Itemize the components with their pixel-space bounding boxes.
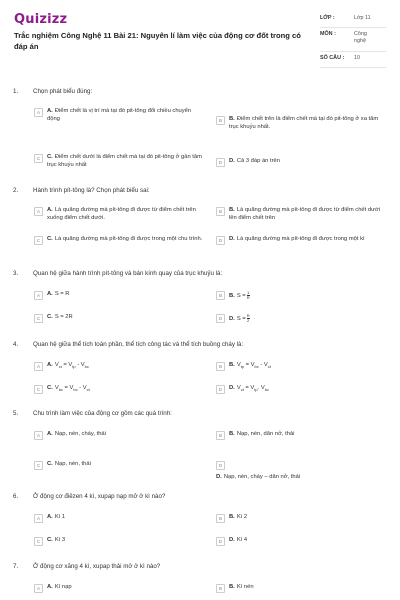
option-d[interactable] (216, 314, 386, 324)
option-label: B. (229, 584, 235, 590)
option-label: B. (229, 362, 235, 368)
option-label: B. (229, 207, 235, 213)
formula-sub2: bc (254, 364, 259, 370)
option-text: S = 2R (54, 314, 73, 320)
meta-value: 10 (354, 55, 360, 61)
question-text: Hành trình pít-tông là? Chọn phát biểu sai: (33, 187, 150, 194)
formula-v2: = V (244, 362, 255, 368)
option-a[interactable] (34, 291, 204, 300)
question-heading (13, 563, 160, 570)
option-text: Kì 1 (54, 514, 66, 520)
formula-v2: = V (62, 385, 74, 391)
option-b[interactable] (216, 362, 386, 371)
option-label: A. (47, 108, 53, 114)
option-box[interactable]: A (34, 362, 43, 371)
option-text: Nạp, nén, cháy, thải (54, 431, 106, 437)
formula-v1: V (236, 362, 241, 368)
meta-value: Lớp 11 (354, 15, 371, 21)
option-box[interactable]: C (34, 385, 43, 394)
fraction-denominator: 2 (247, 318, 250, 323)
option-box[interactable]: D (216, 461, 225, 470)
option-label: C. (47, 154, 53, 160)
option-d[interactable] (216, 158, 388, 167)
option-box[interactable]: D (216, 385, 225, 394)
option-a[interactable] (34, 362, 204, 371)
question-number: 2. (13, 187, 19, 194)
option-box[interactable]: C (34, 314, 43, 323)
formula-sub3: bc (264, 387, 269, 393)
option-box[interactable]: D (216, 314, 225, 323)
option-label: D. (229, 316, 235, 323)
question-heading (13, 187, 150, 194)
option-text: Kì nạp (54, 584, 72, 590)
question-text: Ở động cơ điêzen 4 kì, xupap nạp mở ở kì nào? (33, 493, 166, 500)
formula-v3: . V (257, 385, 265, 391)
option-text: Cả 3 đáp án trên (236, 158, 280, 164)
option-box[interactable]: B (216, 514, 225, 523)
option-label: C. (47, 236, 53, 242)
option-text: Là quãng đường mà pít-tông đi được trong một chu trình. (54, 236, 203, 242)
formula-v1: V (236, 385, 241, 391)
option-label: C. (47, 537, 53, 543)
question-text: Chọn phát biểu đúng: (33, 88, 93, 95)
formula-v1: V (54, 362, 59, 368)
option-b[interactable] (216, 584, 386, 593)
formula-v1: V (54, 385, 59, 391)
formula-sub3: bc (84, 364, 89, 370)
formula-sub2: bc (73, 387, 78, 393)
option-label: C. (47, 314, 53, 320)
meta-value: Công nghệ (354, 31, 367, 44)
option-b[interactable] (216, 514, 386, 523)
question-number: 6. (13, 493, 19, 500)
option-box[interactable]: D (216, 236, 225, 245)
option-text: Kì 2 (236, 514, 248, 520)
formula-sub3: ct (267, 364, 271, 370)
option-text: Là quãng đường mà pít-tông đi được trong một kì (236, 236, 365, 242)
option-a[interactable] (34, 207, 210, 222)
option-label: A. (47, 514, 53, 520)
option-box[interactable]: A (34, 291, 43, 300)
option-label: A. (47, 291, 53, 297)
option-a[interactable] (34, 584, 204, 593)
question-text: Quan hệ giữa thể tích toàn phần, thể tích công tác và thể tích buồng cháy là: (33, 341, 244, 348)
question-heading (13, 493, 165, 500)
option-text: Kì 4 (236, 537, 248, 543)
option-b[interactable] (216, 116, 388, 131)
option-text: Là quãng đường mà pít-tông đi được từ điểm chết trên xuống điểm chết dưới. (47, 207, 196, 221)
option-label: C. (47, 385, 53, 391)
meta-key: LỚP : (320, 15, 335, 21)
fraction (247, 291, 250, 300)
option-d[interactable] (216, 385, 386, 394)
option-b[interactable] (216, 291, 386, 301)
fraction-denominator: R (246, 295, 250, 300)
meta-row-class (320, 12, 386, 28)
option-c[interactable] (34, 461, 204, 470)
option-label: D. (229, 158, 235, 164)
option-box[interactable]: C (34, 154, 43, 163)
question-number: 3. (13, 270, 19, 277)
option-text: Điểm chết dưới là điểm chết mà tại đó pit-tông ở gần tâm trục khuỷu nhất (47, 154, 202, 168)
option-d[interactable] (216, 537, 386, 546)
option-d[interactable] (216, 461, 386, 482)
formula-v2: = V (61, 362, 73, 368)
meta-row-subject (320, 28, 386, 52)
formula-sub3: ct (86, 387, 90, 393)
option-box[interactable]: C (34, 461, 43, 470)
option-box[interactable]: A (34, 207, 43, 216)
option-a[interactable] (34, 514, 204, 523)
question-number: 1. (13, 88, 19, 95)
option-label: D. (229, 537, 235, 543)
option-box[interactable]: B (216, 431, 225, 440)
question-heading (13, 88, 92, 95)
question-text: Ở động cơ xăng 4 kì, xupap thải mở ở kì nào? (33, 563, 161, 570)
option-text: Nạp, nén, dãn nở, thải (236, 431, 295, 437)
option-text: S = R (54, 291, 70, 297)
option-d[interactable] (216, 236, 388, 245)
question-number: 5. (13, 410, 19, 417)
option-text: S = (236, 293, 246, 300)
option-label: A. (47, 207, 53, 213)
option-box[interactable]: A (34, 584, 43, 593)
option-text: Kì nén (236, 584, 254, 590)
fraction (247, 314, 250, 323)
question-heading (13, 341, 243, 348)
option-a[interactable] (34, 431, 204, 440)
question-text: Quan hệ giữa hành trình pít-tông và bán kính quay của trục khuỷu là: (33, 270, 223, 277)
fraction-numerator: R (246, 313, 250, 318)
meta-key: MÔN : (320, 31, 336, 37)
option-box[interactable]: B (216, 207, 225, 216)
question-number: 4. (13, 341, 19, 348)
option-box[interactable]: C (34, 537, 43, 546)
option-text: Kì 3 (54, 537, 66, 543)
option-label: A. (47, 431, 53, 437)
formula-sub1: ct (58, 364, 62, 370)
option-c[interactable] (34, 154, 210, 169)
option-c[interactable] (34, 385, 204, 394)
formula-v3: - V (258, 362, 268, 368)
option-text: Điểm chết là vị trí mà tại đó pit-tông đổi chiều chuyển động (47, 108, 192, 122)
question-heading (13, 270, 222, 277)
formula-sub2: tp (72, 364, 76, 370)
option-b[interactable] (216, 431, 386, 440)
formula-v2: = V (243, 385, 255, 391)
option-a[interactable] (34, 108, 192, 123)
quizizz-logo: Quizizz (14, 12, 68, 27)
option-text: S = (236, 316, 246, 323)
formula-sub2: tp (254, 387, 258, 393)
option-label: D. (229, 385, 235, 391)
question-number: 7. (13, 563, 19, 570)
option-label: B. (229, 116, 235, 122)
option-box[interactable]: B (216, 584, 225, 593)
option-box[interactable]: A (34, 431, 43, 440)
option-box[interactable]: A (34, 108, 43, 117)
option-box[interactable]: C (34, 236, 43, 245)
meta-row-count (320, 52, 386, 68)
option-text: Là quãng đường mà pít-tông đi được từ điểm chết dưới lên điểm chết trên (229, 207, 381, 221)
option-label: A. (47, 584, 53, 590)
formula-sub1: ct (240, 387, 244, 393)
option-label: C. (47, 461, 53, 467)
option-text: Điểm chết trên là điểm chết mà tại đó pit-tông ở xa tâm trục khuỷu nhất. (229, 116, 379, 130)
option-label: B. (229, 431, 235, 437)
option-box[interactable]: A (34, 514, 43, 523)
option-box[interactable]: D (216, 158, 225, 167)
option-c[interactable] (34, 236, 210, 245)
option-b[interactable] (216, 207, 388, 222)
option-label: A. (47, 362, 53, 368)
page-title: Trắc nghiệm Công Nghệ 11 Bài 21: Nguyên lí làm việc của động cơ đốt trong có đáp án (14, 31, 301, 51)
meta-panel (320, 12, 386, 68)
formula-sub1: tp (240, 364, 245, 370)
option-label: B. (229, 293, 235, 300)
formula-sub1: bc (58, 387, 63, 393)
formula-v3: - V (77, 385, 87, 391)
question-text: Chu trình làm việc của động cơ gồm các quá trình: (33, 410, 172, 417)
option-label: D. (229, 236, 235, 242)
option-c[interactable] (34, 314, 204, 323)
option-box[interactable]: B (216, 362, 225, 371)
option-box[interactable]: B (216, 291, 225, 300)
formula-v3: - V (75, 362, 85, 368)
fraction-numerator: 1 (247, 290, 250, 295)
option-c[interactable] (34, 537, 204, 546)
option-text: Nạp, nén, thải (54, 461, 91, 467)
option-text: Nạp, nén, cháy – dãn nở, thải (223, 474, 301, 480)
option-box[interactable]: D (216, 537, 225, 546)
option-label: D. (216, 474, 222, 480)
question-heading (13, 410, 172, 417)
option-box[interactable]: B (216, 116, 225, 125)
meta-key: SỐ CÂU : (320, 55, 345, 61)
option-label: B. (229, 514, 235, 520)
